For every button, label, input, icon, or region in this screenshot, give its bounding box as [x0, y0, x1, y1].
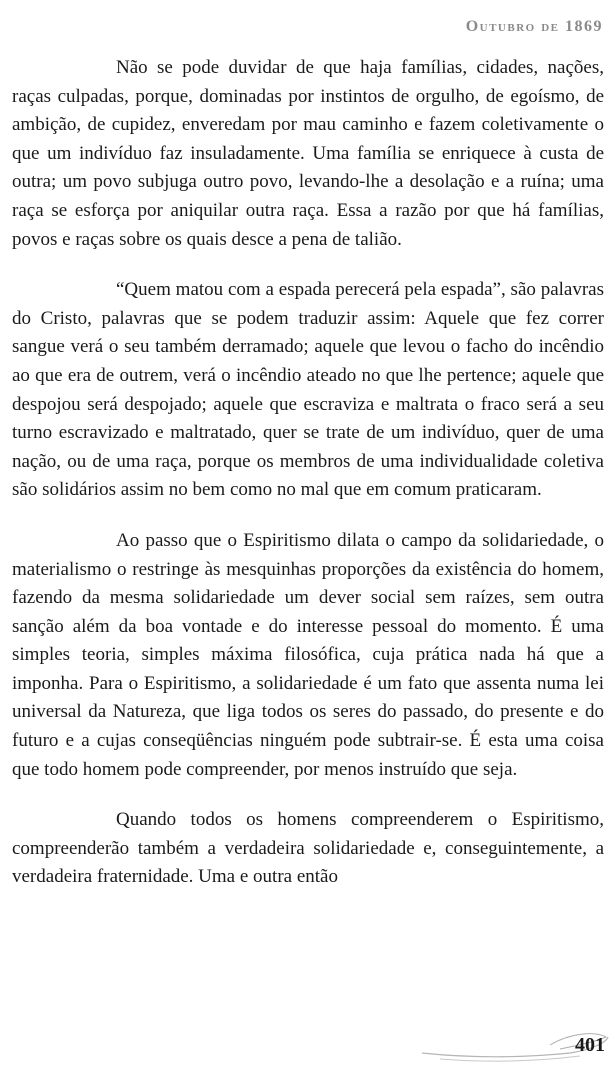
- paragraph-2: “Quem matou com a espada perecerá pela espada”, são palavras do Cristo, palavras que se podem traduzir assim: Aquele que fez correr sangue verá o seu também derramado; aquele que levou o facho do incêndio ao que era de outrem, verá o incêndio ateado no que lhe pertence; aquele que despojou será despojado; aquele que escraviza e maltrata o fraco será a seu turno escravizado e maltratado, quer se trate de um indivíduo, quer de uma nação, ou de uma raça, porque os membros de uma individualidade coletiva são solidários assim no bem como no mal que em comum praticaram.: [12, 279, 604, 501]
- page-number: 401: [575, 1034, 605, 1056]
- paragraph-4: Quando todos os homens compreenderem o Espiritismo, compreenderão também a verdadeira solidariedade e, conseguintemente, a verdadeira fraternidade. Uma e outra então: [12, 809, 604, 888]
- paragraph-1: Não se pode duvidar de que haja famílias, cidades, nações, raças culpadas, porque, dominadas por instintos de orgulho, de egoísmo, de ambição, de cupidez, enveredam por mau caminho e fazem coletivamente o que um indivíduo faz insuladamente. Uma família se enriquece à custa de outra; um povo subjuga outro povo, levando-lhe a desolação e a ruína; uma raça se esforça por aniquilar outra raça. Essa a razão por que há famílias, povos e raças sobre os quais desce a pena de talião.: [12, 57, 604, 250]
- body-text: [12, 54, 604, 914]
- paragraph-3: Ao passo que o Espiritismo dilata o campo da solidariedade, o materialismo o restringe às mesquinhas proporções da existência do homem, fazendo da mesma solidariedade um dever social sem raízes, sem outra sanção além da boa vontade e do interesse pessoal do momento. É uma simples teoria, simples máxima filosófica, cuja prática nada há que a imponha. Para o Espiritismo, a solidariedade é um fato que assenta numa lei universal da Natureza, que liga todos os seres do passado, do presente e do futuro e a cujas conseqüências ninguém pode subtrair-se. É esta uma coisa que todo homem pode compreender, por menos instruído que seja.: [12, 529, 604, 780]
- running-header: Outubro de 1869: [465, 18, 603, 35]
